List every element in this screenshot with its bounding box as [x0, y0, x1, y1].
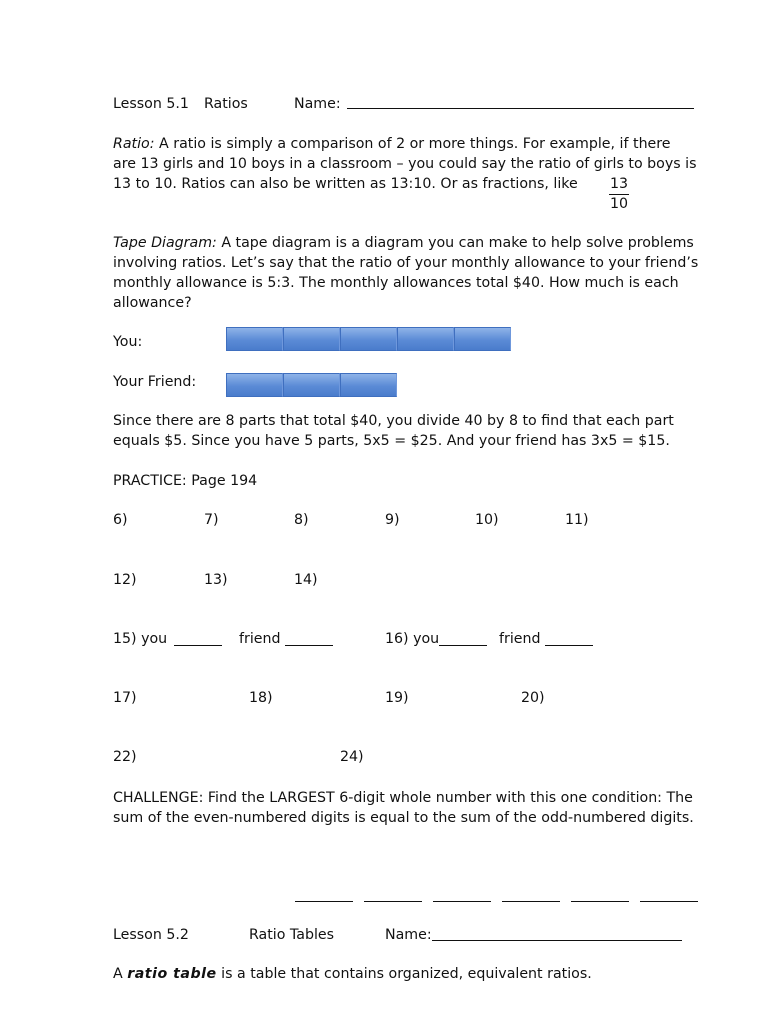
tape-friend-label: Your Friend: [113, 374, 197, 390]
lesson2-label: Lesson 5.2 [113, 927, 189, 943]
digit-blank[interactable] [640, 901, 698, 902]
ratio-term: Ratio: [113, 136, 155, 152]
problem-number: 11) [565, 512, 589, 528]
lesson2-topic: Ratio Tables [249, 927, 335, 943]
digit-blank[interactable] [502, 901, 560, 902]
digit-blank[interactable] [364, 901, 422, 902]
problem-number: 14) [294, 572, 318, 588]
q15-you-blank[interactable] [174, 645, 222, 646]
tape-segment [226, 327, 283, 351]
fraction-numerator: 13 [609, 175, 629, 195]
q16-you-blank[interactable] [439, 645, 487, 646]
tape-you-bar [226, 327, 511, 351]
tape-term: Tape Diagram: [113, 235, 217, 251]
solution-line2: equals $5. Since you have 5 parts, 5x5 = $25. And your friend has 3x5 = $15. [113, 433, 670, 449]
lesson2-name-label: Name: [385, 927, 432, 943]
q15-you-label: 15) you [113, 631, 168, 647]
fraction [607, 175, 631, 214]
tape-paragraph-line1: Tape Diagram: A tape diagram is a diagram you can make to help solve problems [113, 235, 694, 251]
tape-paragraph-line2: involving ratios. Let’s say that the ratio of your monthly allowance to your friend’s [113, 255, 699, 271]
problem-number: 20) [521, 690, 545, 706]
problem-number: 12) [113, 572, 137, 588]
problem-number: 18) [249, 690, 273, 706]
digit-blank[interactable] [571, 901, 629, 902]
lesson2-name-blank[interactable] [432, 940, 682, 941]
digit-blank[interactable] [295, 901, 353, 902]
tape-paragraph-line4: allowance? [113, 295, 192, 311]
lesson-label: Lesson 5.1 [113, 96, 189, 112]
ratio-paragraph-line1: Ratio: A ratio is simply a comparison of 2 or more things. For example, if there [113, 136, 671, 152]
problem-number: 10) [475, 512, 499, 528]
problem-number: 17) [113, 690, 137, 706]
problem-number: 19) [385, 690, 409, 706]
name-label: Name: [294, 96, 341, 112]
tape-segment [283, 373, 340, 397]
problem-number: 9) [385, 512, 400, 528]
q16-friend-blank[interactable] [545, 645, 593, 646]
tape-segment [226, 373, 283, 397]
ratio-paragraph-line3: 13 to 10. Ratios can also be written as 13:10. Or as fractions, like [113, 176, 578, 192]
practice-heading: PRACTICE: Page 194 [113, 473, 258, 489]
tape-segment [397, 327, 454, 351]
challenge-line2: sum of the even-numbered digits is equal to the sum of the odd-numbered digits. [113, 810, 694, 826]
name-blank[interactable] [347, 108, 694, 109]
tape-paragraph-line3: monthly allowance is 5:3. The monthly allowances total $40. How much is each [113, 275, 679, 291]
problem-number: 7) [204, 512, 219, 528]
ratio-paragraph-line2: are 13 girls and 10 boys in a classroom – you could say the ratio of girls to boys is [113, 156, 697, 172]
tape-segment [340, 327, 397, 351]
tape-you-label: You: [113, 334, 143, 350]
problem-number: 13) [204, 572, 228, 588]
fraction-denominator: 10 [609, 196, 629, 212]
lesson-topic: Ratios [204, 96, 248, 112]
tape-friend-bar [226, 373, 397, 397]
tape-segment [454, 327, 511, 351]
problem-number: 8) [294, 512, 309, 528]
problem-number: 24) [340, 749, 364, 765]
solution-line1: Since there are 8 parts that total $40, you divide 40 by 8 to find that each part [113, 413, 674, 429]
problem-number: 22) [113, 749, 137, 765]
ratio-table-term: ratio table [127, 966, 217, 982]
tape-segment [340, 373, 397, 397]
ratio-table-definition: A ratio table is a table that contains organized, equivalent ratios. [113, 966, 592, 982]
q16-friend-label: friend [499, 631, 541, 647]
q15-friend-blank[interactable] [285, 645, 333, 646]
q15-friend-label: friend [239, 631, 281, 647]
q16-you-label: 16) you [385, 631, 440, 647]
challenge-line1: CHALLENGE: Find the LARGEST 6-digit whole number with this one condition: The [113, 790, 693, 806]
tape-segment [283, 327, 340, 351]
problem-number: 6) [113, 512, 128, 528]
digit-blank[interactable] [433, 901, 491, 902]
